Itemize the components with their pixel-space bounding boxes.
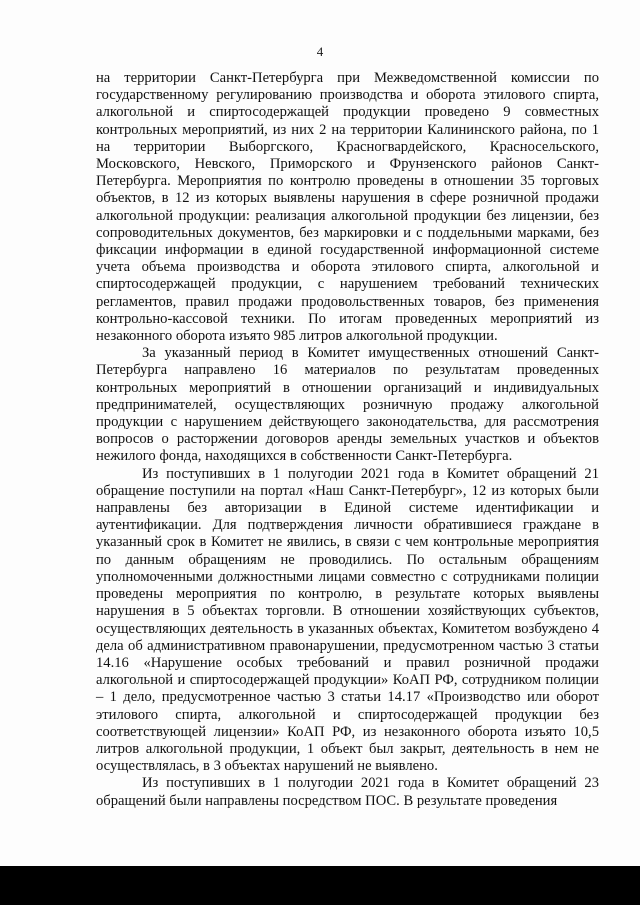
- document-body: [96, 70, 599, 810]
- page-number: 4: [316, 44, 324, 59]
- paragraph-pos-appeals: Из поступивших в 1 полугодии 2021 года в Комитет обращений 23 обращений были направлены посредством ПОС. В результате проведения: [96, 775, 599, 809]
- scan-bottom-edge: [0, 866, 640, 905]
- paragraph-citizen-appeals: Из поступивших в 1 полугодии 2021 года в Комитет обращений 21 обращение поступили на портал «Наш Санкт-Петербург», 12 из которых были направлены без авторизации в Единой системе идентификации и аутентификации. Для подтверждения личности обратившиеся граждане в указанный срок в Комитет не явились, в связи с чем контрольные мероприятия по данным обращениям не проводились. По остальным обращениям уполномоченными должностными лицами совместно с сотрудниками полиции проведены мероприятия по контролю, в результате которых выявлены нарушения в 5 объектах торговли. В отношении хозяйствующих субъектов, осуществляющих деятельность в указанных объектах, Комитетом возбуждено 4 дела об административном правонарушении, предусмотренном частью 3 статьи 14.16 «Нарушение особых требований и правил розничной продажи алкогольной и спиртосодержащей продукции» КоАП РФ, сотрудником полиции – 1 дело, предусмотренное частью 3 статьи 14.17 «Производство или оборот этилового спирта, алкогольной и спиртосодержащей продукции без соответствующей лицензии» КоАП РФ, из незаконного оборота изъято 10,5 литров алкогольной продукции, 1 объект был закрыт, деятельность в нем не осуществлялась, в 3 объектах нарушений не выявлено.: [96, 465, 599, 775]
- paragraph-property-committee: За указанный период в Комитет имущественных отношений Санкт-Петербурга направлено 16 материалов по результатам проведенных контрольных мероприятий в отношении организаций и индивидуальных предпринимателей, осуществляющих розничную продажу алкогольной продукции с нарушением действующего законодательства, для рассмотрения вопросов о расторжении договоров аренды земельных участков и объектов нежилого фонда, находящихся в собственности Санкт-Петербурга.: [96, 345, 599, 465]
- paragraph-control-measures: на территории Санкт-Петербурга при Межведомственной комиссии по государственному регулированию производства и оборота этилового спирта, алкогольной и спиртосодержащей продукции проведено 9 совместных контрольных мероприятий, из них 2 на территории Калининского района, по 1 на территории Выборгского, Красногвардейского, Красносельского, Московского, Невского, Приморского и Фрунзенского районов Санкт-Петербурга. Мероприятия по контролю проведены в отношении 35 торговых объектов, в 12 из которых выявлены нарушения в сфере розничной продажи алкогольной продукции: реализация алкогольной продукции без лицензии, без сопроводительных документов, без маркировки и с поддельными марками, без фиксации информации в единой государственной информационной системе учета объема производства и оборота этилового спирта, алкогольной и спиртосодержащей продукции, с нарушением требований технических регламентов, правил продажи продовольственных товаров, без применения контрольно-кассовой техники. По итогам проведенных мероприятий из незаконного оборота изъято 985 литров алкогольной продукции.: [96, 70, 599, 345]
